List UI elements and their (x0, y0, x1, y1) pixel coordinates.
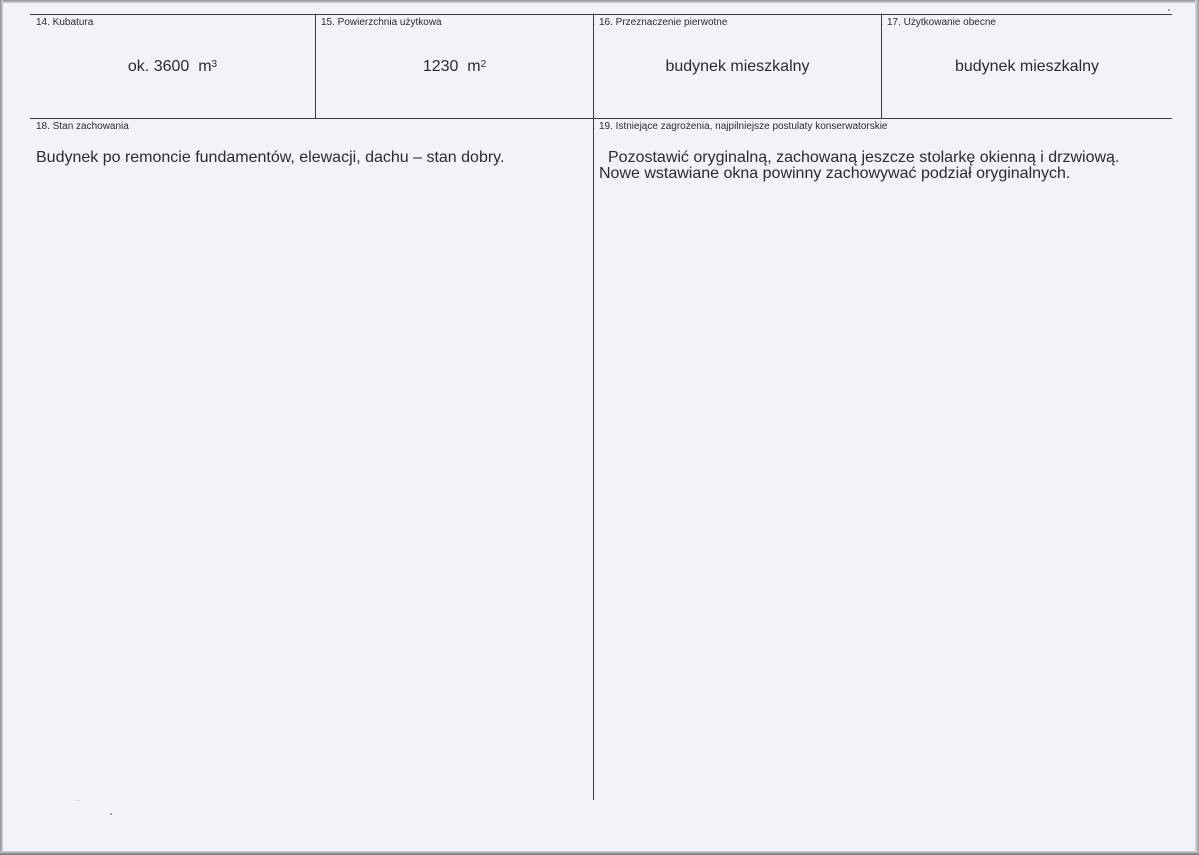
paper-speck (78, 800, 79, 801)
paper-speck (110, 813, 112, 815)
kubatura-unit: m (198, 58, 212, 75)
uzytkowanie-value: budynek mieszkalny (954, 58, 1100, 75)
stan-text: Budynek po remoncie fundamentów, elewacji, dachu – stan dobry. (36, 149, 505, 166)
powierzchnia-number: 1230 (422, 58, 459, 75)
kubatura-exponent: 3 (211, 59, 218, 70)
zagrozenia-line-2: Nowe wstawiane okna powinny zachowywać podział oryginalnych. (599, 165, 1071, 182)
paper-speck (1168, 9, 1170, 11)
przeznaczenie-value: budynek mieszkalny (665, 58, 810, 75)
card-edge-top (0, 0, 1199, 3)
zagrozenia-line-1: Pozostawić oryginalną, zachowaną jeszcze stolarkę okienną i drzwiową. (608, 149, 1120, 166)
powierzchnia-exponent: 2 (480, 59, 487, 70)
przeznaczenie-label: 16. Przeznaczenie pierwotne (599, 17, 728, 28)
kubatura-label: 14. Kubatura (36, 17, 94, 28)
kubatura-number: ok. 3600 (127, 58, 190, 75)
card-edge-bottom (0, 851, 1199, 855)
form-top-rule (30, 14, 1172, 15)
kubatura-value (30, 57, 315, 77)
form-divider-2 (593, 14, 594, 800)
uzytkowanie-label: 17. Użytkowanie obecne (887, 17, 996, 28)
powierzchnia-label: 15. Powierzchnia użytkowa (321, 17, 442, 28)
stan-label: 18. Stan zachowania (36, 121, 129, 132)
card-edge-left (0, 0, 3, 855)
card-edge-right (1195, 0, 1199, 855)
powierzchnia-unit: m (467, 58, 481, 75)
zagrozenia-label: 19. Istniejące zagrożenia, najpilniejsze postulaty konserwatorskie (599, 121, 888, 132)
powierzchnia-value (316, 57, 593, 77)
form-middle-rule (30, 118, 1172, 119)
